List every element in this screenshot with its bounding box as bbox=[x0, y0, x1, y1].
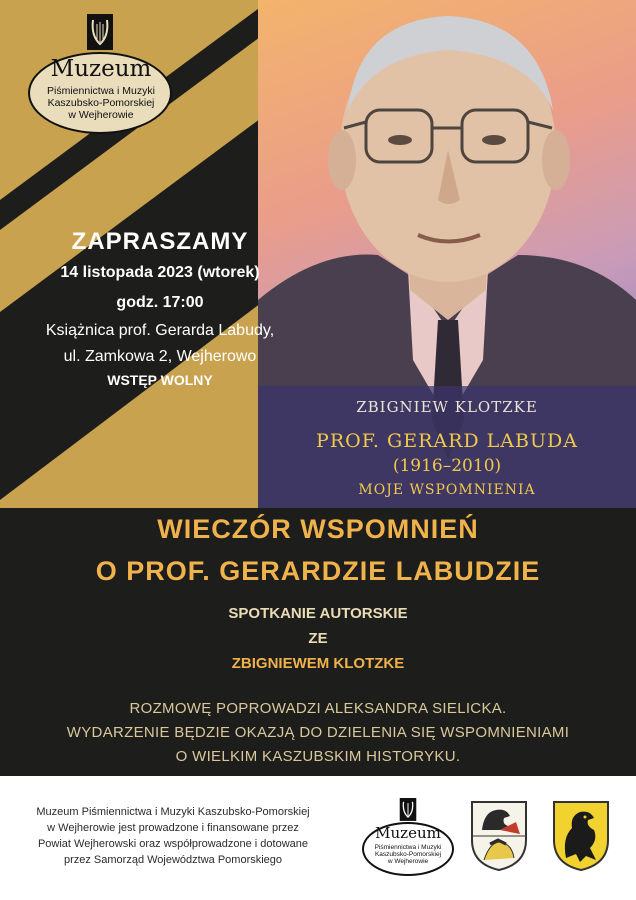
footer-line-1: Muzeum Piśmiennictwa i Muzyki Kaszubsko-Pomorskiej bbox=[36, 806, 310, 818]
invite-address: ul. Zamkowa 2, Wejherowo bbox=[63, 348, 257, 365]
logo-line-1-footer: Piśmiennictwa i Muzyki bbox=[374, 844, 442, 851]
lyre-icon bbox=[87, 14, 113, 58]
meeting-line-2: ZE bbox=[308, 630, 328, 647]
description-line-1: ROZMOWĘ POPROWADZI ALEKSANDRA SIELICKA. bbox=[129, 700, 507, 717]
invite-time: godz. 17:00 bbox=[116, 294, 204, 311]
invite-date: 14 listopada 2023 (wtorek) bbox=[60, 264, 260, 281]
meeting-line-1: SPOTKANIE AUTORSKIE bbox=[228, 605, 408, 622]
logo-line-2: Kaszubsko-Pomorskiej bbox=[47, 97, 155, 109]
logo-name-footer: Muzeum bbox=[375, 824, 441, 842]
footer-line-3: Powiat Wejherowski oraz współprowadzone i dotowane bbox=[37, 838, 309, 850]
griffin-crest-icon bbox=[470, 800, 528, 872]
museum-logo-footer bbox=[362, 798, 454, 876]
description-line-3: O WIELKIM KASZUBSKIM HISTORYKU. bbox=[175, 748, 461, 765]
logo-line-1: Piśmiennictwa i Muzyki bbox=[47, 85, 155, 97]
logo-line-3: w Wejherowie bbox=[68, 109, 134, 121]
logo-name: Muzeum bbox=[50, 56, 152, 82]
museum-logo bbox=[26, 14, 176, 136]
lyre-icon bbox=[399, 798, 417, 826]
description-line-2: WYDARZENIE BĘDZIE OKAZJĄ DO DZIELENIA SIĘ WSPOMNIENIAMI bbox=[66, 724, 570, 741]
footer-line-2: w Wejherowie jest prowadzone i finansowane przez bbox=[47, 822, 299, 834]
invite-place: Książnica prof. Gerarda Labudy, bbox=[45, 322, 275, 339]
logo-line-3-footer: w Wejherowie bbox=[387, 858, 429, 865]
meeting-line-3: ZBIGNIEWEM KLOTZKE bbox=[231, 655, 405, 672]
logo-line-2-footer: Kaszubsko-Pomorskiej bbox=[374, 851, 442, 858]
event-title-line-2: O PROF. GERARDZIE LABUDZIE bbox=[95, 556, 541, 586]
book-subtitle: MOJE WSPOMNIENIA bbox=[358, 482, 536, 498]
invite-entry: WSTĘP WOLNY bbox=[107, 372, 213, 388]
book-author: ZBIGNIEW KLOTZKE bbox=[356, 398, 538, 416]
invite-heading: ZAPRASZAMY bbox=[71, 228, 249, 255]
griffin-crest-icon bbox=[552, 800, 610, 872]
book-title: PROF. GERARD LABUDA bbox=[316, 430, 578, 452]
book-years: (1916–2010) bbox=[392, 456, 502, 476]
footer-line-4: przez Samorząd Województwa Pomorskiego bbox=[63, 854, 283, 866]
event-title-line-1: WIECZÓR WSPOMNIEŃ bbox=[157, 514, 479, 544]
